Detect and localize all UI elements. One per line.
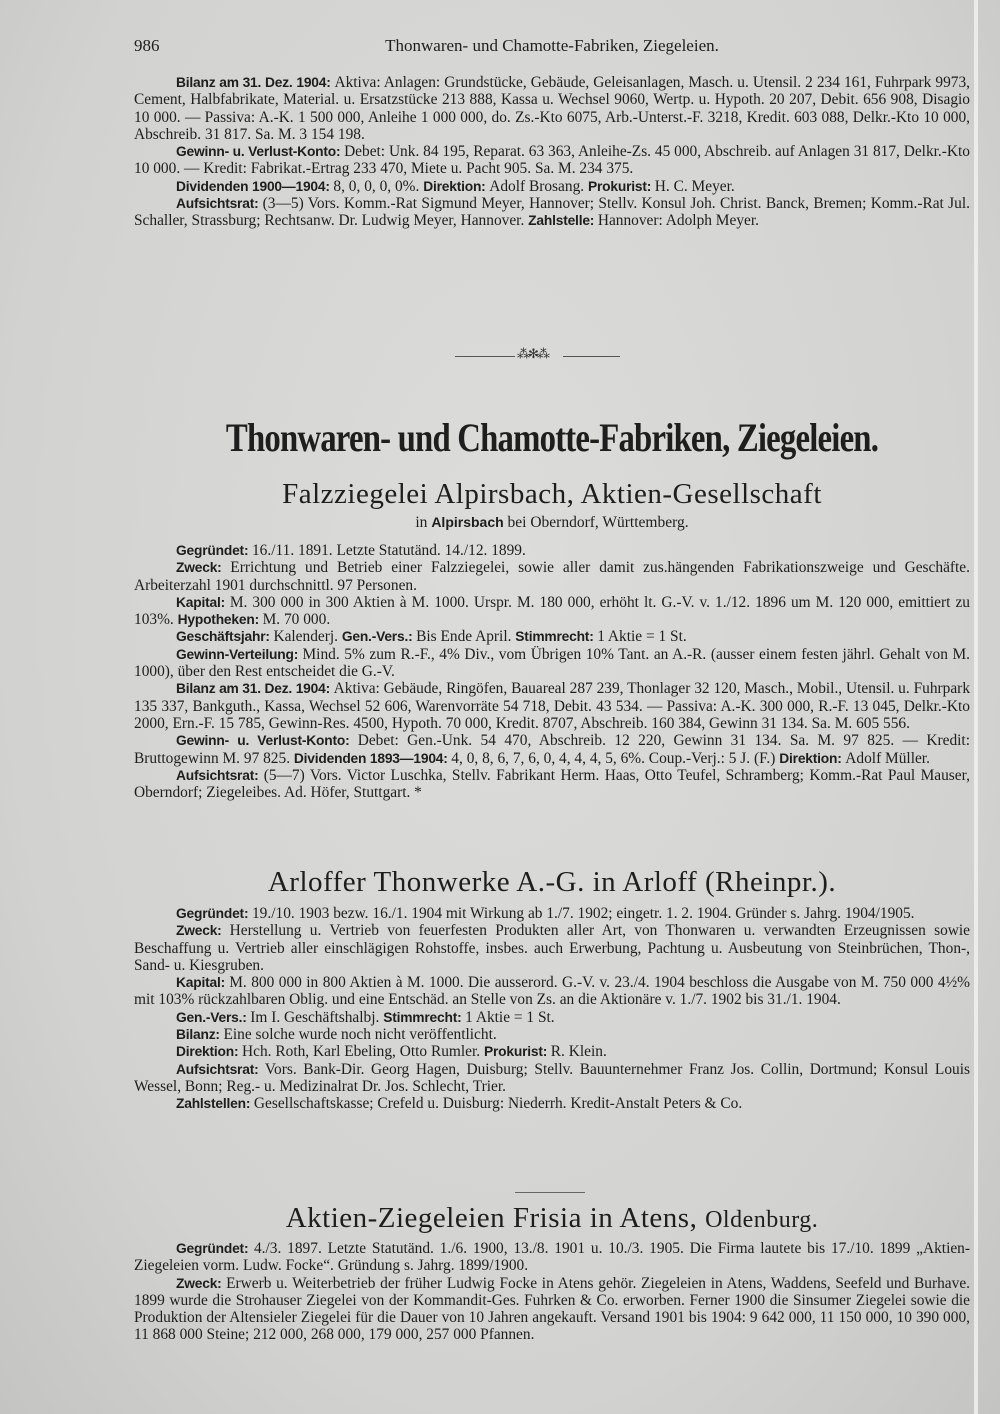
field-text: R. Klein. — [550, 1043, 607, 1061]
field-label: Stimmrecht: — [383, 1009, 466, 1025]
field-label: Bilanz: — [176, 1027, 224, 1043]
field-label: Gegründet: — [176, 1241, 254, 1256]
field-text: Aktiva: Anlagen: Grundstücke, Gebäude, Geleisanlagen, Masch. u. Utensil. 2 234 161, Fuhrpark 9973, Cement, Halbfabrikate, Material. u. Ersatzstücke 213 888, Kassa u. Wechsel 9060, Wertp. u. Hypoth. 20 207, Debit. 656 908, Disagio 10 000. — Passiva: A.-K. 1 500 000, Anleihe 1 000 000, do. Zs.-Kto 6075, Arb.-Unterst.-F. 3218, Kredit. 603 088, Delkr.-Kto 10 000, Abschreib. 31 817. Sa. M. 3 154 198. — [134, 74, 970, 143]
field-text: M. 800 000 in 800 Aktien à M. 1000. Die ausserord. G.-V. v. 23./4. 1904 beschloss die Ausgabe von M. 750 000 4½% mit 103% rückzahlbaren Oblig. und eine Entschäd. an Stelle von Zs. an die Aktionäre v. 1./7. 1902 bis 31./1. 1904. — [134, 974, 970, 1009]
paragraph — [134, 1043, 970, 1060]
field-label: Prokurist: — [483, 1044, 551, 1060]
field-label: Prokurist: — [587, 178, 655, 194]
field-label: Zweck: — [176, 560, 231, 576]
field-text: Kalenderj. — [273, 628, 342, 646]
section-title: Thonwaren- und Chamotte-Fabriken, Ziegeleien. — [225, 415, 879, 460]
field-text: 1 Aktie = 1 St. — [465, 1008, 555, 1026]
field-text: Mind. 5% zum R.-F., 4% Div., vom Übrigen 10% Tant. an A.-R. (ausser einem festen jährl. Gehalt von M. 1000), über den Rest entscheidet die G.-V. — [134, 645, 971, 681]
field-label: Aufsichtsrat: — [176, 196, 263, 212]
field-label: Gewinn- u. Verlust-Konto: — [176, 733, 358, 749]
field-label: Direktion: — [779, 750, 846, 766]
field-text: 4, 0, 8, 6, 7, 6, 0, 4, 4, 4, 5, 6%. Coup.-Verj.: 5 J. (F.) — [451, 749, 780, 767]
running-title: Thonwaren- und Chamotte-Fabriken, Ziegeleien. — [385, 36, 719, 55]
field-text: Bis Ende April. — [416, 628, 516, 646]
field-text: Adolf Müller. — [845, 749, 930, 767]
field-label: Kapital: — [176, 975, 230, 991]
paragraph — [134, 542, 970, 559]
field-text: Eine solche wurde noch nicht veröffentlicht. — [223, 1026, 497, 1044]
field-text: 4./3. 1897. Letzte Statutänd. 1./6. 1900, 13./8. 1901 u. 10./3. 1905. Die Firma lautete bis 17./10. 1899 „Aktien-Ziegeleien vorm. Ludw. Focke“. Gründung s. Jahrg. 1899/1900. — [134, 1240, 970, 1275]
paragraph — [134, 594, 970, 629]
entry-arloffer — [134, 905, 970, 1113]
ornament-divider — [455, 346, 620, 361]
paragraph — [134, 905, 970, 922]
field-text: 1 Aktie = 1 St. — [597, 628, 687, 646]
field-label: Gen.-Vers.: — [341, 629, 417, 645]
field-label: Aufsichtsrat: — [176, 1061, 265, 1077]
location-town: Alpirsbach — [431, 514, 504, 530]
page-header — [134, 36, 970, 60]
location-suffix: bei Oberndorf, Württemberg. — [507, 514, 689, 531]
paragraph — [134, 732, 970, 767]
field-text: Herstellung u. Vertrieb von feuerfesten Produkten aller Art, von Thonwaren u. verwandten Erzeugnissen sowie Beschaffung u. Vertrieb aller einschlägigen Rohstoffe, insbes. auch Erwerbung, Pachtung u. Ausbeutung von Steinbrüchen, Thon-, Sand- u. Kiesgruben. — [134, 922, 970, 974]
paragraph — [134, 143, 970, 178]
field-label: Geschäftsjahr: — [176, 629, 274, 645]
field-label: Direktion: — [176, 1044, 243, 1060]
field-label: Gegründet: — [176, 543, 252, 558]
company-heading-falzziegelei: Falzziegelei Alpirsbach, Aktien-Gesellschaft — [282, 478, 822, 510]
field-text: Aktiva: Gebäude, Ringöfen, Bauareal 287 239, Thonlager 32 120, Masch., Mobil., Utensil. u. Fuhrpark 135 337, Bankguth., Kassa, Wechsel 52 606, Warenvorräte 54 718, Debit. 43 534. — Passiva: A.-K. 300 000, R.-F. 13 045, Delkr.-Kto 2000, Ern.-F. 15 785, Gewinn-Res. 4500, Hypoth. 70 000, Kredit. 8707, Abschreib. 160 384, Gewinn 31 134. Sa. M. 605 556. — [134, 680, 971, 732]
short-divider — [515, 1192, 585, 1193]
field-label: Gen.-Vers.: — [176, 1009, 251, 1025]
field-label: Hypotheken: — [177, 612, 263, 628]
page-number: 986 — [134, 36, 160, 55]
field-text: 19./10. 1903 bezw. 16./1. 1904 mit Wirkung ab 1./7. 1902; eingetr. 1. 2. 1904. Gründer s. Jahrg. 1904/1905. — [251, 905, 915, 922]
field-text: Debet: Unk. 84 195, Reparat. 63 363, Anleihe-Zs. 45 000, Abschreib. auf Anlagen 31 817, Delkr.-Kto 10 000. — Kredit: Fabrikat.-Ertrag 233 470, Miete u. Pacht 905. Sa. M. 234 375. — [134, 143, 970, 178]
paragraph — [134, 1026, 970, 1043]
field-label: Zahlstellen: — [176, 1096, 254, 1112]
entry-frisia — [134, 1240, 970, 1344]
paragraph — [134, 922, 970, 974]
company-name: Aktien-Ziegeleien Frisia in Atens, — [285, 1202, 698, 1234]
field-text: (5—7) Vors. Victor Luschka, Stellv. Fabrikant Herm. Haas, Otto Teufel, Schramberg; Komm.-Rat Paul Mauser, Oberndorf; Ziegeleibes. Ad. Höfer, Stuttgart. * — [134, 766, 970, 802]
field-label: Gegründet: — [176, 906, 252, 921]
field-text: M. 70 000. — [262, 611, 331, 629]
location-prefix: in — [415, 514, 428, 531]
paragraph — [134, 974, 970, 1009]
paragraph — [134, 1240, 970, 1275]
field-label: Dividenden 1893—1904: — [293, 750, 452, 766]
field-label: Zweck: — [176, 923, 230, 939]
paragraph — [134, 646, 970, 681]
field-label: Stimmrecht: — [515, 629, 598, 645]
company-heading-arloffer: Arloffer Thonwerke A.-G. in Arloff (Rheinpr.). — [267, 866, 837, 898]
paragraph — [134, 195, 970, 230]
paragraph — [134, 1275, 970, 1344]
field-label: Bilanz am 31. Dez. 1904: — [176, 75, 335, 90]
paragraph — [134, 178, 970, 195]
field-text: (3—5) Vors. Komm.-Rat Sigmund Meyer, Hannover; Stellv. Konsul Joh. Christ. Banck, Bremen; Komm.-Rat Jul. Schaller, Strassburg; Rechtsanw. Dr. Ludwig Meyer, Hannover. — [134, 195, 970, 230]
field-label: Kapital: — [176, 594, 230, 610]
field-text: Errichtung und Betrieb einer Falzziegelei, sowie aller damit zus.hängenden Fabrikationszweige und Geschäfte. Arbeiterzahl 1901 durchschnittl. 97 Personen. — [134, 559, 970, 594]
entry-falzziegelei — [134, 542, 970, 801]
field-text: M. 300 000 in 300 Aktien à M. 1000. Urspr. M. 180 000, erhöht lt. G.-V. v. 1./12. 1896 um M. 120 000, emittiert zu 103%. — [134, 593, 970, 629]
field-label: Gewinn- u. Verlust-Konto: — [176, 144, 345, 160]
ornament-icon: ⁂✻⁂ — [517, 346, 548, 361]
field-text: 8, 0, 0, 0, 0%. — [333, 177, 424, 195]
company-location — [134, 514, 970, 532]
field-label: Zahlstelle: — [528, 213, 598, 229]
paragraph — [134, 1095, 970, 1112]
field-label: Gewinn-Verteilung: — [176, 646, 303, 662]
field-text: Vors. Bank-Dir. Georg Hagen, Duisburg; Stellv. Bauunternehmer Franz Jos. Collin, Dortmund; Konsul Louis Wessel, Bonn; Reg.- u. Medizinalrat Dr. Jos. Schlecht, Trier. — [134, 1060, 970, 1095]
paragraph — [134, 1009, 970, 1026]
field-text: Adolf Brosang. — [489, 177, 588, 195]
paragraph — [134, 628, 970, 645]
field-text: Hannover: Adolph Meyer. — [597, 212, 759, 230]
paragraph — [134, 767, 970, 802]
field-text: 16./11. 1891. Letzte Statutänd. 14./12. 1899. — [251, 542, 526, 559]
field-text: Hch. Roth, Karl Ebeling, Otto Rumler. — [242, 1043, 484, 1061]
field-label: Bilanz am 31. Dez. 1904: — [176, 681, 334, 697]
field-text: Gesellschaftskasse; Crefeld u. Duisburg: Niederrh. Kredit-Anstalt Peters & Co. — [253, 1095, 743, 1113]
paragraph — [134, 74, 970, 143]
page-edge — [974, 0, 978, 1414]
field-text: Im I. Geschäftshalbj. — [250, 1008, 384, 1026]
field-label: Dividenden 1900—1904: — [176, 178, 334, 194]
field-label: Aufsichtsrat: — [176, 767, 264, 783]
paragraph — [134, 1061, 970, 1096]
company-heading-frisia — [134, 1202, 970, 1235]
entry-previous-continuation — [134, 74, 970, 230]
field-text: Erwerb u. Weiterbetrieb der früher Ludwig Focke in Atens gehör. Ziegeleien in Atens, Waddens, Seefeld und Burhave. 1899 wurde die Strohauser Ziegelei von der Kommandit-Ges. Fuhrken & Co. erworben. Ferner 1900 die Sinsumer Ziegelei sowie die Produktion der Altensieler Ziegelei für die Dauer von 10 Jahren angekauft. Versand 1901 bis 1904: 9 642 000, 11 150 000, 10 390 000, 11 868 000 Steine; 212 000, 268 000, 179 000, 257 000 Pfannen. — [134, 1274, 970, 1344]
company-region: Oldenburg. — [705, 1207, 819, 1233]
paragraph — [134, 680, 970, 732]
field-label: Zweck: — [176, 1275, 227, 1291]
field-text: Debet: Gen.-Unk. 54 470, Abschreib. 12 220, Gewinn 31 134. Sa. M. 97 825. — Kredit: Bruttogewinn M. 97 825. — [134, 732, 970, 767]
paragraph — [134, 559, 970, 594]
field-text: H. C. Meyer. — [654, 177, 735, 195]
field-label: Direktion: — [423, 178, 490, 194]
